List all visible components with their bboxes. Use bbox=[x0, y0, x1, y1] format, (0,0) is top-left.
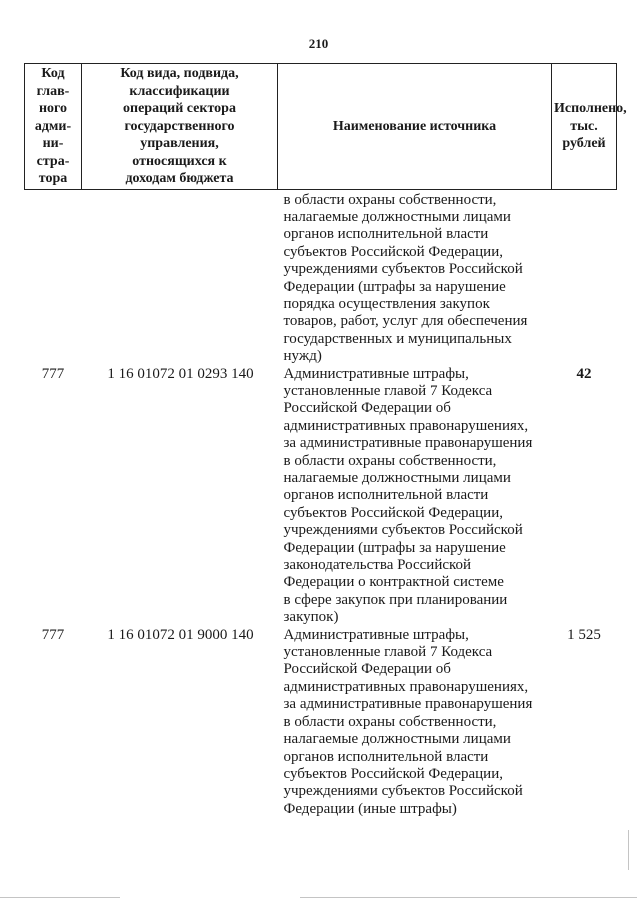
amount: 42 bbox=[576, 365, 592, 382]
revenue-sources-table bbox=[24, 63, 627, 818]
table-header bbox=[25, 64, 627, 190]
scan-artifact bbox=[0, 897, 120, 898]
continuation-text: в области охраны собственности, налагаемые должностными лицами органов исполнительной власти субъектов Российской Федерации, учреждениями субъектов Российской Федерации (штрафы за нарушение порядка осуществления закупок товаров, работ, услуг для обеспечения государственных и муниципальных нужд) bbox=[283, 191, 528, 365]
header-executed: Исполнено, тыс. рублей bbox=[552, 64, 617, 190]
kbk-code: 1 16 01072 01 0293 140 bbox=[107, 365, 254, 382]
amount: 1 525 bbox=[567, 626, 601, 643]
table-row-continuation bbox=[25, 189, 617, 366]
kbk-code: 1 16 01072 01 9000 140 bbox=[107, 626, 254, 643]
source-name: Административные штрафы, установленные главой 7 Кодекса Российской Федерации об административных правонарушениях, за административные правонарушения в области охраны собственности, налагаемые должностными лицами органов исполнительной власти субъектов Российской Федерации, учреждениями субъектов Российской Федерации (штрафы за нарушение законодательства Российской Федерации о контрактной системе в сфере закупок при планировании закупок) bbox=[283, 365, 533, 626]
table-row bbox=[25, 366, 617, 627]
cell-empty bbox=[82, 189, 278, 366]
admin-code: 777 bbox=[41, 365, 65, 382]
scan-artifact bbox=[300, 897, 637, 898]
header-kbk-code: Код вида, подвида, классификации операций сектора государственного управления, относящихся к доходам бюджета bbox=[82, 64, 278, 190]
admin-code: 777 bbox=[41, 626, 65, 643]
cell-empty bbox=[25, 189, 82, 366]
table-row bbox=[25, 627, 617, 818]
header-admin-code: Код глав- ного адми- ни- стра- тора bbox=[25, 64, 82, 190]
page-number: 210 bbox=[308, 36, 329, 51]
source-name: Административные штрафы, установленные главой 7 Кодекса Российской Федерации об административных правонарушениях, за административные правонарушения в области охраны собственности, налагаемые должностными лицами органов исполнительной власти субъектов Российской Федерации, учреждениями субъектов Российской Федерации (иные штрафы) bbox=[283, 626, 533, 817]
header-source-name: Наименование источника bbox=[278, 64, 552, 190]
cell-empty bbox=[552, 189, 617, 366]
scan-artifact bbox=[628, 830, 629, 870]
